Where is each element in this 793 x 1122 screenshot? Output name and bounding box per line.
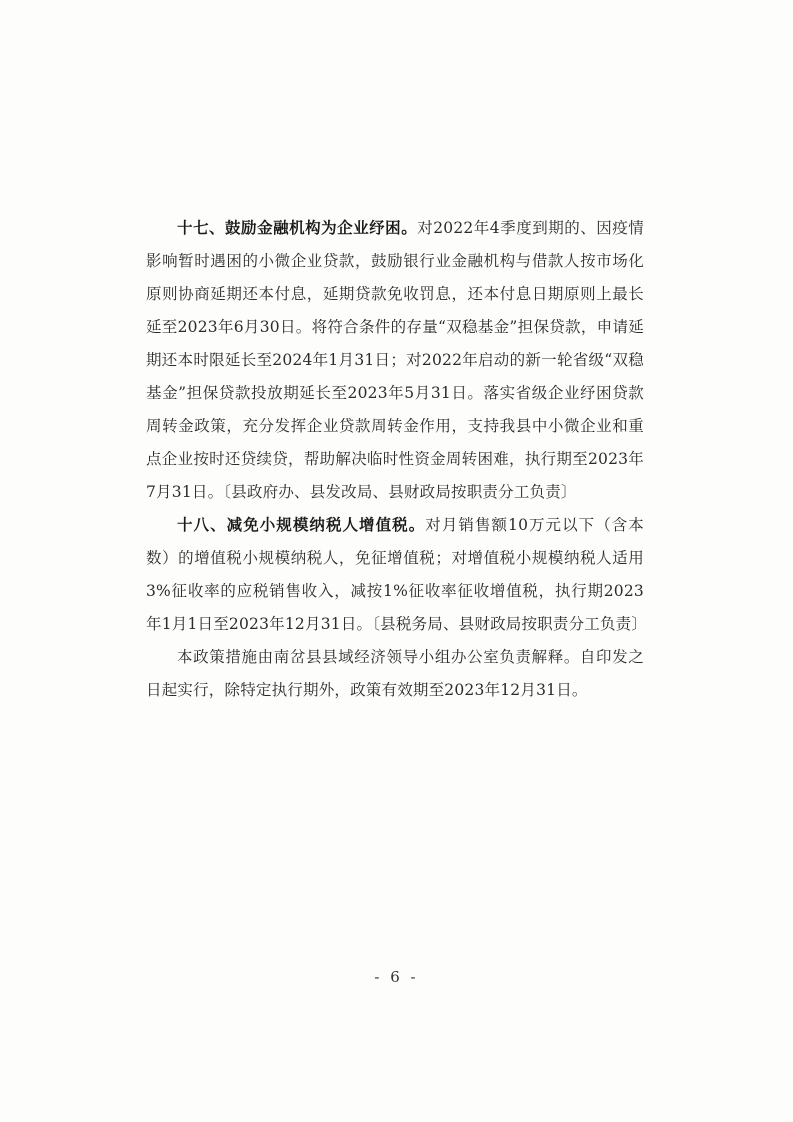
paragraph-18-heading: 十八、减免小规模纳税人增值税。 xyxy=(177,516,426,534)
page-number: - 6 - xyxy=(374,968,419,986)
closing-paragraph-text: 本政策措施由南岔县县域经济领导小组办公室负责解释。自印发之日起实行，除特定执行期外，政策有效期至2023年12月31日。 xyxy=(146,648,644,699)
closing-paragraph xyxy=(146,641,644,707)
document-body xyxy=(146,212,648,707)
paragraph-18 xyxy=(146,509,648,641)
paragraph-17 xyxy=(146,212,644,509)
paragraph-17-text: 对2022年4季度到期的、因疫情影响暂时遇困的小微企业贷款，鼓励银行业金融机构与借款人按市场化原则协商延期还本付息，延期贷款免收罚息，还本付息日期原则上最长延至2023年6月30日。将符合条件的存量“双稳基金”担保贷款，申请延期还本时限延长至2024年1月31日；对2022年启动的新一轮省级“双稳基金”担保贷款投放期延长至2023年5月31日。落实省级企业纾困贷款周转金政策，充分发挥企业贷款周转金作用，支持我县中小微企业和重点企业按时还贷续贷，帮助解决临时性资金周转困难，执行期至2023年7月31日。〔县政府办、县发改局、县财政局按职责分工负责〕 xyxy=(146,219,644,501)
paragraph-17-heading: 十七、鼓励金融机构为企业纾困。 xyxy=(177,219,418,237)
paragraph-18-text: 对月销售额10万元以下（含本数）的增值税小规模纳税人，免征增值税；对增值税小规模纳税人适用3%征收率的应税销售收入，减按1%征收率征收增值税，执行期2023年1月1日至2023年12月31日。〔县税务局、县财政局按职责分工负责〕 xyxy=(146,516,648,633)
